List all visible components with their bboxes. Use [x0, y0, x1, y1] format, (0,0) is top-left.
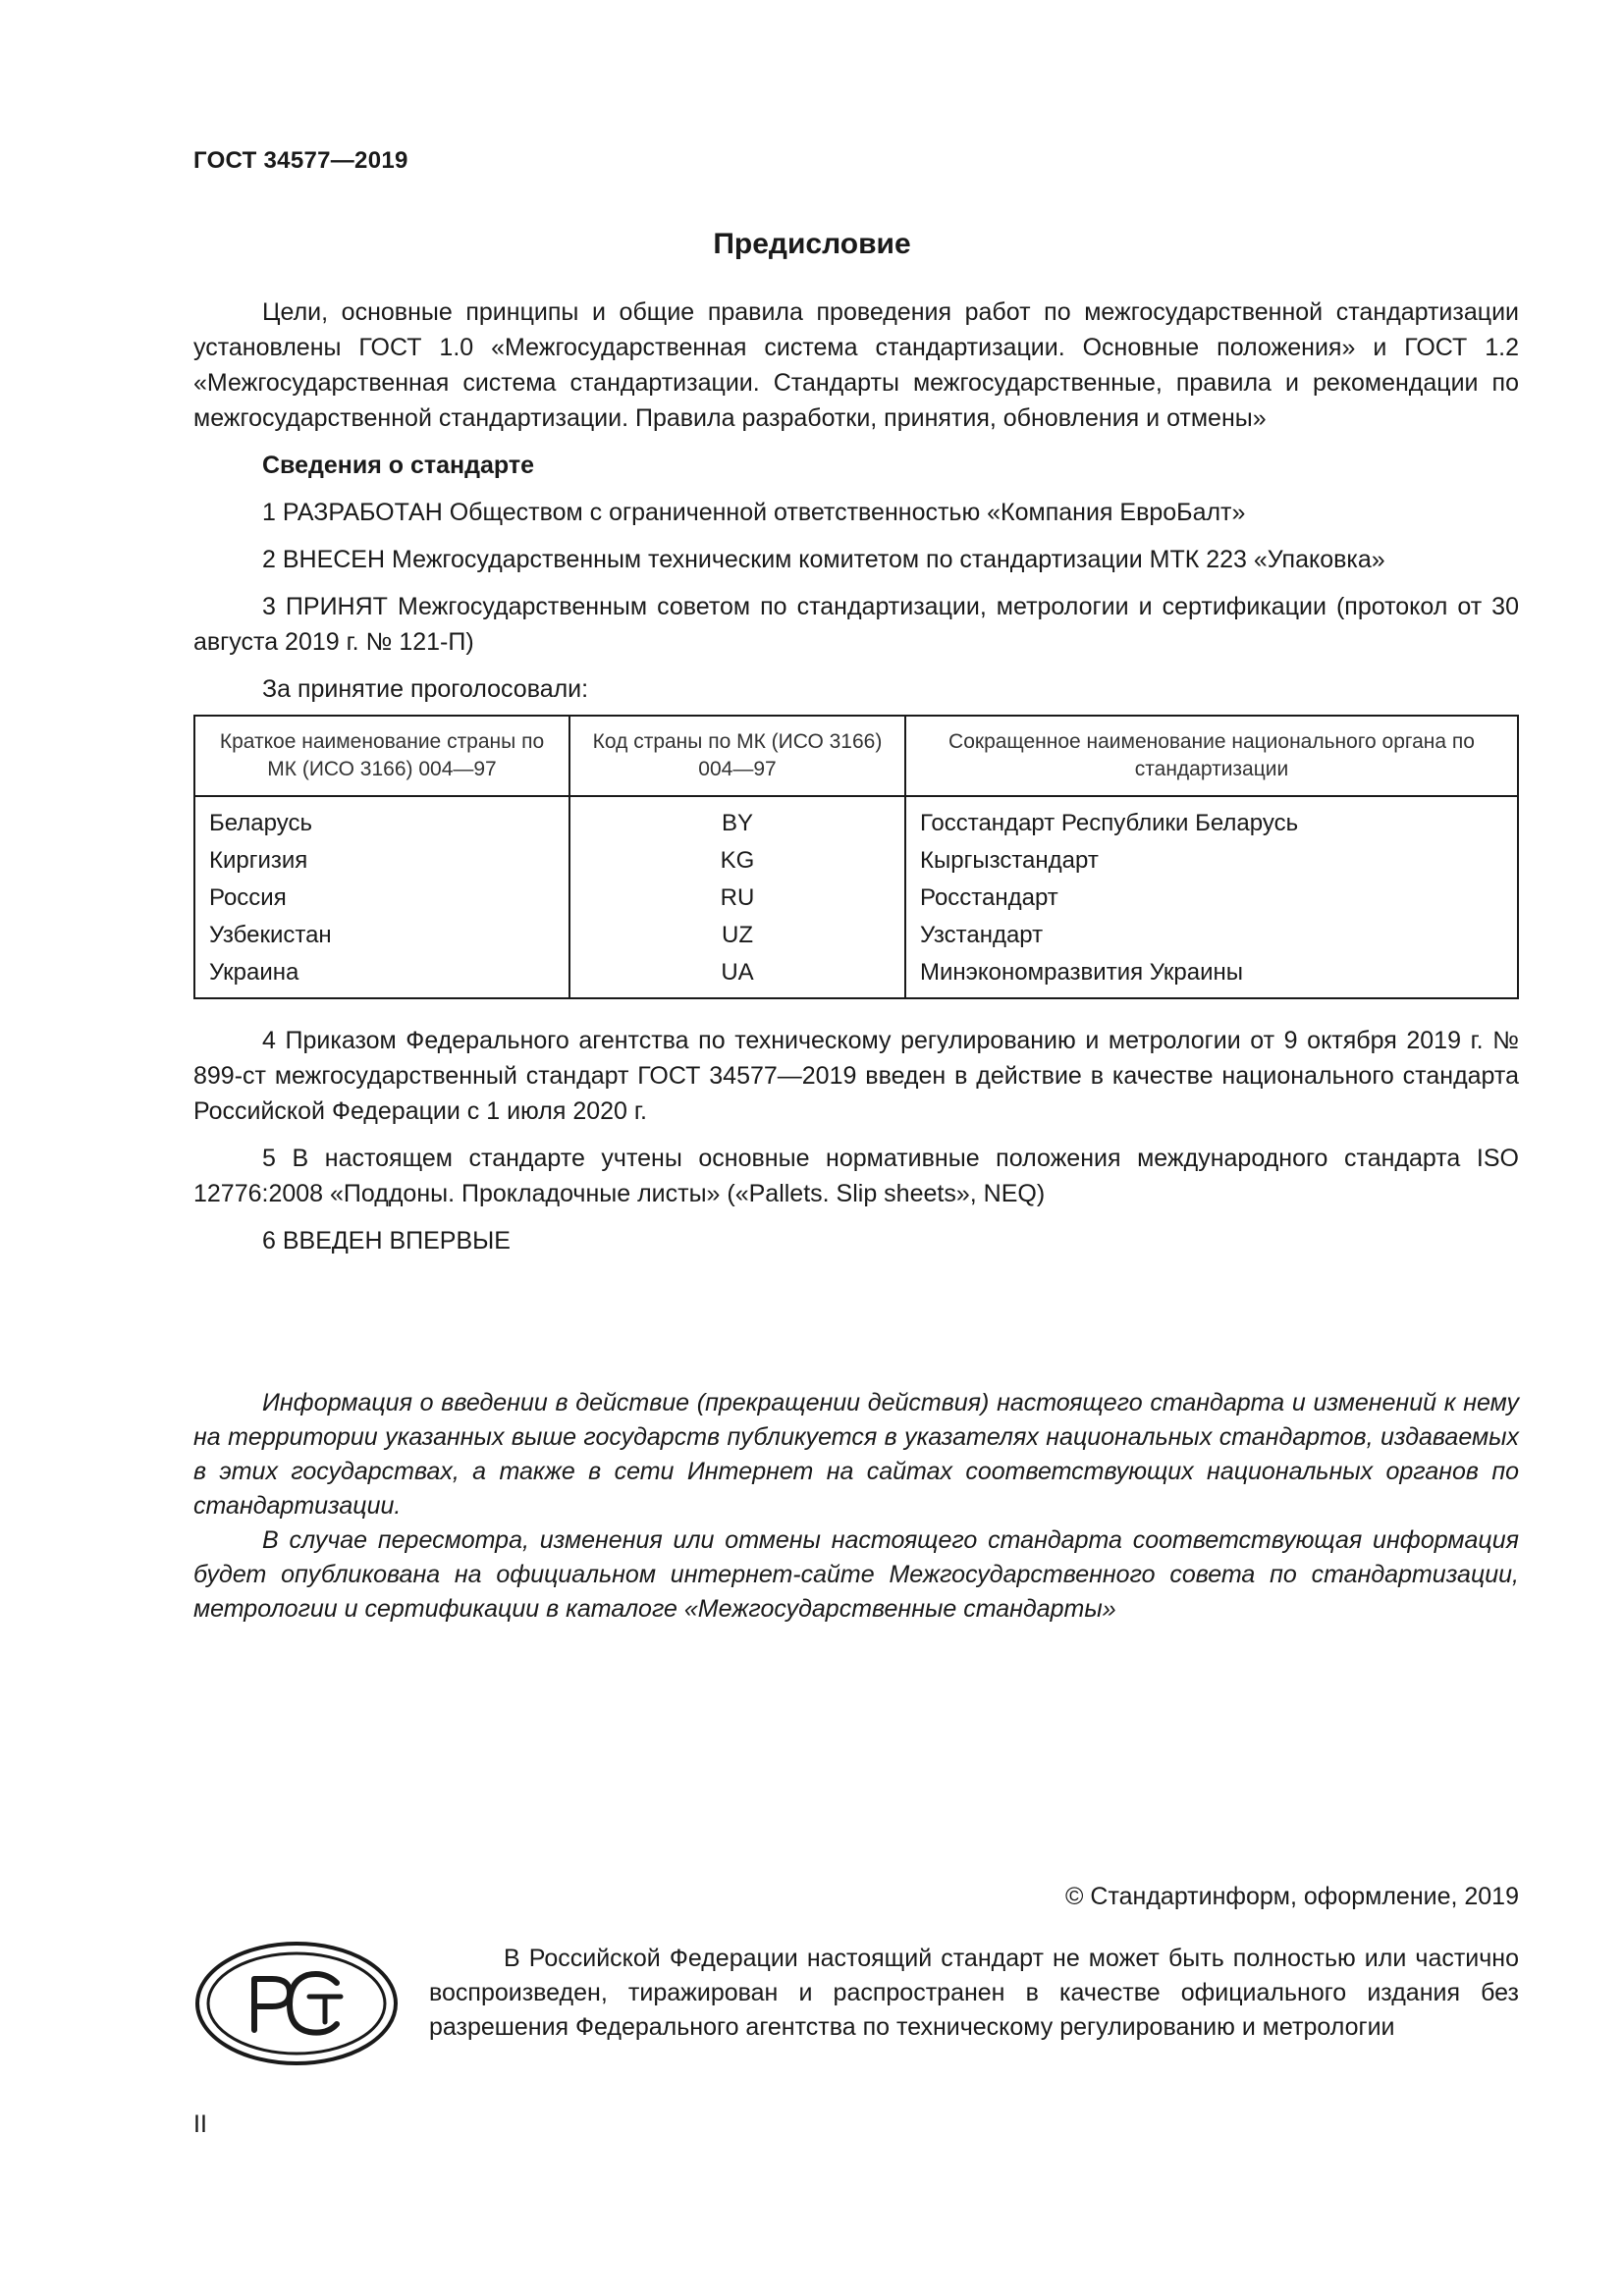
body-cell: Кыргызстандарт [920, 847, 1099, 874]
item-enacted: 4 Приказом Федерального агентства по техническому регулированию и метрологии от 9 октября 2019 г. № 899-ст межгосударственный стандарт ГОСТ 34577—2019 введен в действие в качестве национального стандарта Российской Федерации с 1 июля 2020 г. [193, 1027, 1519, 1125]
info-note-enactment: Информация о введении в действие (прекращении действия) настоящего стандарта и изменений к нему на территории указанных выше государств публикуется в указателях национальных стандартов, издаваемых в этих государствах, а также в сети Интернет на сайтах соответствующих национальных органов по стандартизации. [193, 1389, 1519, 1520]
vote-table-header-row [194, 716, 1518, 796]
code-cell: BY [569, 796, 905, 842]
foreword-content [193, 294, 1519, 1258]
info-notes [193, 1386, 1519, 1627]
info-heading: Сведения о стандарте [262, 452, 535, 479]
code-cell: UZ [569, 917, 905, 954]
info-note-revision: В случае пересмотра, изменения или отмены настоящего стандарта соответствующая информация будет опубликована на официальном интернет-сайте Межгосударственного совета по стандартизации, метрологии и сертификации в каталоге «Межгосударственные стандарты» [193, 1526, 1519, 1623]
table-row [194, 954, 1518, 998]
copyright-notice: © Стандартинформ, оформление, 2019 [1065, 1883, 1519, 1910]
column-header-country: Краткое наименование страны по МК (ИСО 3166) 004—97 [194, 716, 569, 796]
table-row [194, 917, 1518, 954]
item-adopted: 3 ПРИНЯТ Межгосударственным советом по стандартизации, метрологии и сертификации (протокол от 30 августа 2019 г. № 121-П) [193, 593, 1519, 656]
code-cell: KG [569, 842, 905, 880]
vote-intro: За принятие проголосовали: [262, 675, 589, 703]
rst-certification-mark-icon [193, 1940, 400, 2067]
reproduction-notice [429, 1942, 1519, 2045]
country-cell: Узбекистан [194, 917, 569, 954]
country-cell: Киргизия [194, 842, 569, 880]
page-header-doc-code: ГОСТ 34577—2019 [193, 147, 408, 174]
country-cell: Беларусь [194, 796, 569, 842]
column-header-code: Код страны по МК (ИСО 3166) 004—97 [569, 716, 905, 796]
code-cell: UA [569, 954, 905, 998]
table-row [194, 796, 1518, 842]
code-cell: RU [569, 880, 905, 917]
body-cell: Узстандарт [920, 922, 1044, 948]
page-number: II [193, 2110, 207, 2138]
table-row [194, 880, 1518, 917]
item-submitted: 2 ВНЕСЕН Межгосударственным техническим комитетом по стандартизации МТК 223 «Упаковка» [262, 546, 1385, 573]
body-cell: Росстандарт [920, 884, 1058, 911]
body-cell: Минэкономразвития Украины [920, 959, 1244, 986]
vote-table [193, 715, 1519, 999]
item-iso-reference: 5 В настоящем стандарте учтены основные нормативные положения международного стандарта ISO 12776:2008 «Поддоны. Прокладочные листы» («Pallets. Slip sheets», NEQ) [193, 1145, 1519, 1207]
reproduction-notice-text: В Российской Федерации настоящий стандарт не может быть полностью или частично воспроизведен, тиражирован и распространен в качестве официального издания без разрешения Федерального агентства по техническому регулированию и метрологии [429, 1945, 1519, 2041]
item-first-introduced: 6 ВВЕДЕН ВПЕРВЫЕ [262, 1227, 511, 1255]
page-title: Предисловие [713, 228, 911, 260]
item-developed: 1 РАЗРАБОТАН Обществом с ограниченной ответственностью «Компания ЕвроБалт» [262, 499, 1246, 526]
intro-paragraph: Цели, основные принципы и общие правила проведения работ по межгосударственной стандартизации установлены ГОСТ 1.0 «Межгосударственная система стандартизации. Основные положения» и ГОСТ 1.2 «Межгосударственная система стандартизации. Стандарты межгосударственные, правила и рекомендации по межгосударственной стандартизации. Правила разработки, принятия, обновления и отмены» [193, 298, 1519, 432]
body-cell: Госстандарт Республики Беларусь [920, 810, 1299, 836]
country-cell: Украина [194, 954, 569, 998]
country-cell: Россия [194, 880, 569, 917]
column-header-body: Сокращенное наименование национального органа по стандартизации [905, 716, 1518, 796]
table-row [194, 842, 1518, 880]
